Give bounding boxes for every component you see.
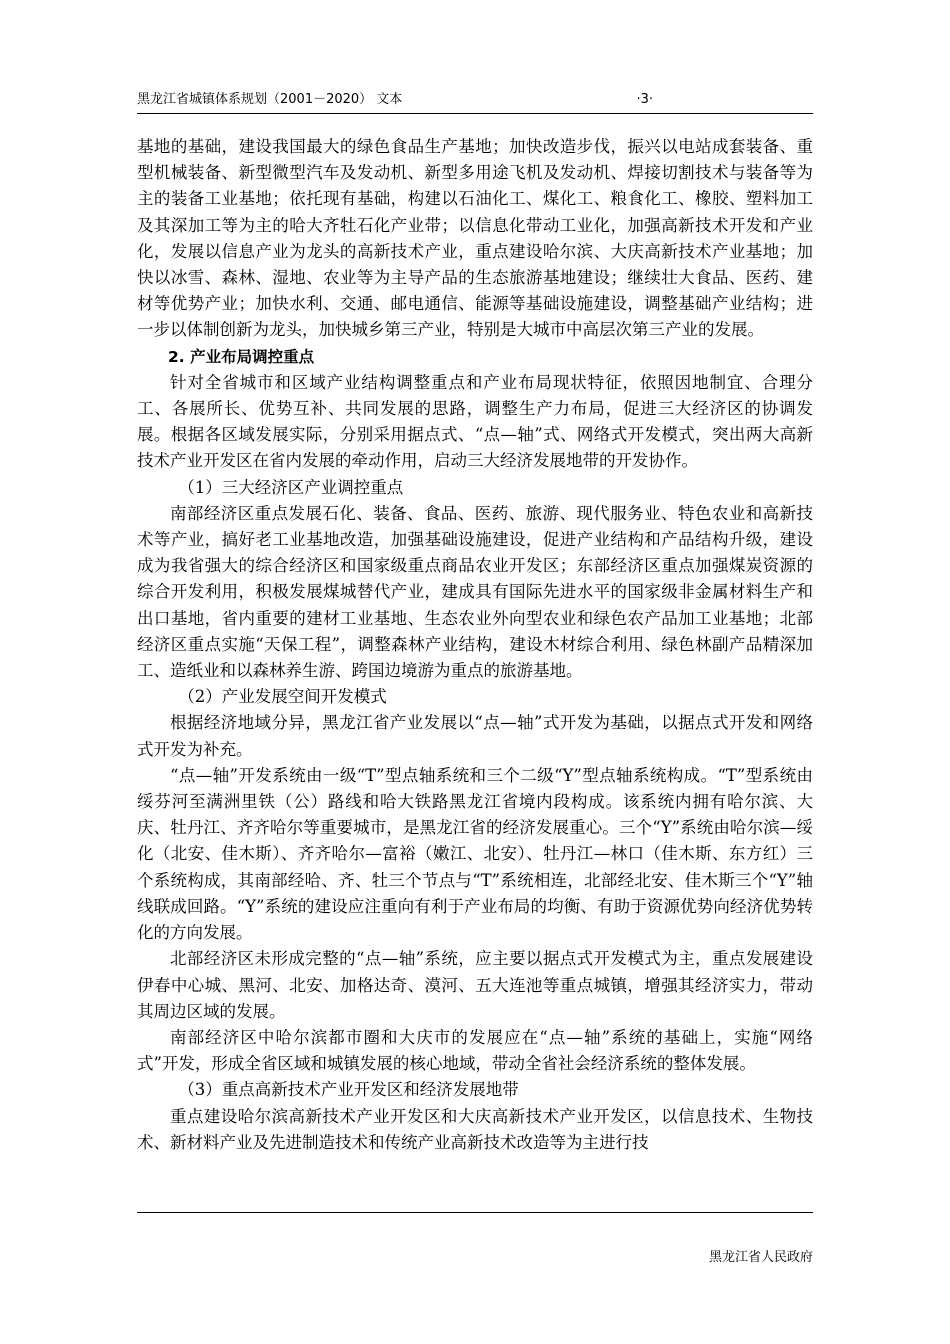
- paragraph: 南部经济区重点发展石化、装备、食品、医药、旅游、现代服务业、特色农业和高新技术等产业，搞好老工业基地改造，加强基础设施建设，促进产业结构和产品结构升级，建设成为我省强大的综合经济区和国家级重点商品农业开发区；东部经济区重点加强煤炭资源的综合开发利用，积极发展煤城替代产业，建成具有国际先进水平的国家级非金属材料生产和出口基地，省内重要的建材工业基地、生态农业外向型农业和绿色农产品加工业基地；北部经济区重点实施“天保工程”，调整森林产业结构，建设木材综合利用、绿色林副产品精深加工、造纸业和以森林养生游、跨国边境游为重点的旅游基地。: [137, 503, 813, 681]
- body-text: [137, 134, 813, 1156]
- paragraph: 重点建设哈尔滨高新技术产业开发区和大庆高新技术产业开发区，以信息技术、生物技术、新材料产业及先进制造技术和传统产业高新技术改造等为主进行技: [137, 1106, 813, 1152]
- page-header: [137, 91, 813, 114]
- paragraph: 根据经济地域分异，黑龙江省产业发展以“点—轴”式开发为基础，以据点式开发和网络式开发为补充。: [137, 713, 813, 759]
- paragraph: 北部经济区未形成完整的“点—轴”系统，应主要以据点式开发模式为主，重点发展建设伊春中心城、黑河、北安、加格达奇、漠河、五大连池等重点城镇，增强其经济实力，带动其周边区域的发展。: [137, 949, 813, 1021]
- paragraph: 针对全省城市和区域产业结构调整重点和产业布局现状特征，依照因地制宜、合理分工、各展所长、优势互补、共同发展的思路，调整生产力布局，促进三大经济区的协调发展。根据各区域发展实际，分别采用据点式、“点—轴”式、网络式开发模式，突出两大高新技术产业开发区在省内发展的牵动作用，启动三大经济发展地带的开发协作。: [137, 372, 813, 471]
- subsection-heading: （2）产业发展空间开发模式: [178, 687, 387, 707]
- paragraph: 基地的基础，建设我国最大的绿色食品生产基地；加快改造步伐，振兴以电站成套装备、重型机械装备、新型微型汽车及发动机、新型多用途飞机及发动机、焊接切割技术与装备等为主的装备工业基地；依托现有基础，构建以石油化工、煤化工、粮食化工、橡胶、塑料加工及其深加工等为主的哈大齐牡石化产业带；以信息化带动工业化，加强高新技术开发和产业化，发展以信息产业为龙头的高新技术产业，重点建设哈尔滨、大庆高新技术产业基地；加快以冰雪、森林、湿地、农业等为主导产品的生态旅游基地建设；继续壮大食品、医药、建材等优势产业；加快水利、交通、邮电通信、能源等基础设施建设，调整基础产业结构；进一步以体制创新为龙头，加快城乡第三产业，特别是大城市中高层次第三产业的发展。: [137, 137, 813, 340]
- subsection-heading: （3）重点高新技术产业开发区和经济发展地带: [178, 1080, 519, 1100]
- section-heading: 2. 产业布局调控重点: [168, 347, 315, 366]
- page-number: ·3·: [636, 92, 653, 107]
- subsection-heading: （1）三大经济区产业调控重点: [178, 477, 404, 497]
- header-title: 黑龙江省城镇体系规划（2001－2020） 文本: [137, 92, 403, 107]
- paragraph: 南部经济区中哈尔滨都市圈和大庆市的发展应在“点—轴”系统的基础上，实施“网络式”开发，形成全省区域和城镇发展的核心地域，带动全省社会经济系统的整体发展。: [137, 1027, 813, 1074]
- paragraph: “点—轴”开发系统由一级“T”型点轴系统和三个二级“Y”型点轴系统构成。“T”型系统由绥芬河至满洲里铁（公）路线和哈大铁路黑龙江省境内段构成。该系统内拥有哈尔滨、大庆、牡丹江、齐齐哈尔等重要城市，是黑龙江省的经济发展重心。三个“Y”系统由哈尔滨—绥化（北安、佳木斯）、齐齐哈尔—富裕（嫩江、北安）、牡丹江—林口（佳木斯、东方红）三个系统构成，其南部经哈、齐、牡三个节点与“T”系统相连，北部经北安、佳木斯三个“Y”轴线联成回路。“Y”系统的建设应注重向有利于产业布局的均衡、有助于资源优势向经济优势转化的方向发展。: [137, 765, 813, 943]
- footer-divider: [137, 1212, 813, 1213]
- footer-publisher: 黑龙江省人民政府: [708, 1250, 813, 1265]
